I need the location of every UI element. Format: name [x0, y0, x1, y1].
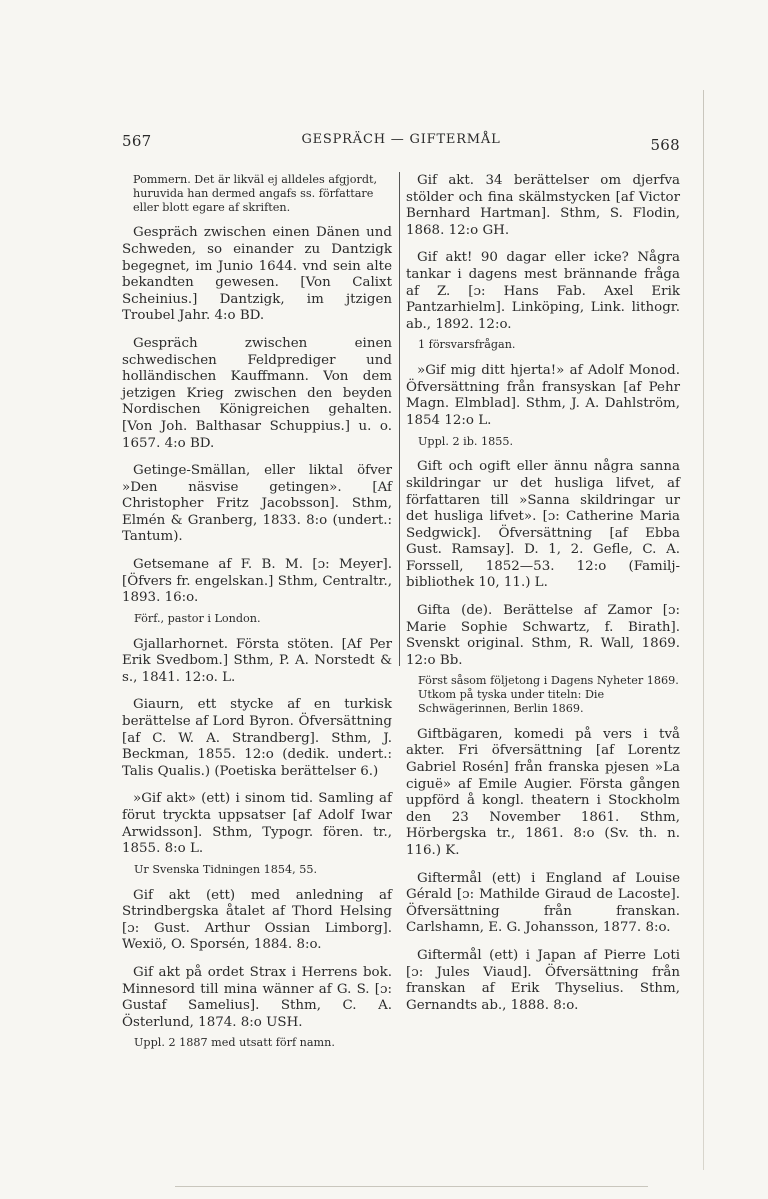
running-title: GESPRÄCH — GIFTERMÅL	[301, 132, 501, 147]
page-number-left: 567	[122, 132, 152, 150]
bibliography-entry: Getsemane af F. B. M. [ɔ: Meyer]. [Öfvers fr. engelskan.] Sthm, Centraltr., 1893. 16:o.	[122, 557, 392, 606]
page-number-right: 568	[650, 136, 680, 154]
bibliography-entry: »Gif mig ditt hjerta!» af Adolf Monod. Öfversättning från fransyskan [af Pehr Magn. Elmblad]. Sthm, J. A. Dahlström, 1854 12:o L.	[406, 363, 680, 428]
bibliography-entry: Gjallarhornet. Första stöten. [Af Per Erik Svedbom.] Sthm, P. A. Norstedt & s., 1841. 12:o. L.	[122, 636, 392, 685]
bibliography-note: Uppl. 2 ib. 1855.	[418, 434, 513, 448]
bibliography-note: 1 försvarsfrågan.	[418, 338, 516, 352]
scan-margin-line	[703, 90, 704, 1170]
bibliography-entry: Gif akt på ordet Strax i Herrens bok. Minnesord till mina wänner af G. S. [ɔ: Gustaf Samelius]. Sthm, C. A. Österlund, 1874. 8:o USH.	[122, 964, 392, 1030]
bibliography-entry: Gif akt (ett) med anledning af Strindbergska åtalet af Thord Helsing [ɔ: Gust. Arthur Ossian Limborg]. Wexiö, O. Sporsén, 1884. 8:o.	[122, 887, 392, 953]
bibliography-entry: Giaurn, ett stycke af en turkisk berättelse af Lord Byron. Öfversättning [af C. W. A. Strandberg]. Sthm, J. Beckman, 1855. 12:o (dedik. undert.: Talis Qualis.) (Poetiska berättelser 6.)	[122, 697, 392, 779]
bibliography-entry: Gespräch zwischen einen Dänen und Schweden, so einander zu Dantzigk begegnet, im Junio 1644. vnd sein alte bekandten gewesen. [Von Calixt Scheinius.] Dantzigk, im jtzigen Troubel Jahr. 4:o BD.	[122, 225, 392, 324]
bibliography-note: Uppl. 2 1887 med utsatt förf namn.	[134, 1036, 335, 1050]
right-column	[406, 173, 680, 1025]
left-column	[122, 173, 392, 1061]
bibliography-entry: Getinge-Smällan, eller liktal öfver »Den näsvise getingen». [Af Christopher Fritz Jacobsson]. Sthm, Elmén & Granberg, 1833. 8:o (undert.: Tantum).	[122, 463, 392, 545]
bibliography-entry: Gift och ogift eller ännu några sanna skildringar ur det husliga lifvet, af författaren till »Sanna skildringar ur det husliga lifvet». [ɔ: Catherine Maria Sedgwick]. Öfversättning [af Ebba Gust. Ramsay]. D. 1, 2. Gefle, C. A. Forssell, 1852—53. 12:o (Familj-bibliothek 10, 11.) L.	[406, 459, 680, 591]
bibliography-entry: Gifta (de). Berättelse af Zamor [ɔ: Marie Sophie Schwartz, f. Birath]. Svenskt original. Sthm, R. Wall, 1869. 12:o Bb.	[406, 603, 680, 668]
bibliography-entry: Giftermål (ett) i Japan af Pierre Loti [ɔ: Jules Viaud]. Öfversättning från franskan af Erik Thyselius. Sthm, Gernandts ab., 1888. 8:o.	[406, 947, 680, 1013]
scan-bottom-line	[175, 1186, 648, 1187]
bibliography-entry: Gif akt! 90 dagar eller icke? Några tankar i dagens mest brännande fråga af Z. [ɔ: Hans Fab. Axel Erik Pantzarhielm]. Linköping, Link. lithogr. ab., 1892. 12:o.	[406, 250, 680, 332]
bibliography-entry: Gespräch zwischen einen schwedischen Feldprediger und holländischen Kauffmann. Von dem jetzigen Krieg zwischen den beyden Nordischen Königreichen gehalten. [Von Joh. Balthasar Schuppius.] u. o. 1657. 4:o BD.	[122, 335, 392, 451]
column-divider	[399, 172, 400, 666]
bibliography-entry: Giftbägaren, komedi på vers i två akter. Fri öfversättning [af Lorentz Gabriel Rosén] från franska pjesen »La ciguë» af Emile Augier. Första gången uppförd å kongl. theatern i Stockholm den 23 November 1861. Sthm, Hörbergska tr., 1861. 8:o (Sv. th. n. 116.) K.	[406, 726, 680, 858]
bibliography-note: Förf., pastor i London.	[134, 611, 261, 625]
bibliography-entry: Giftermål (ett) i England af Louise Gérald [ɔ: Mathilde Giraud de Lacoste]. Öfversättning från franskan. Carlshamn, E. G. Johansson, 1877. 8:o.	[406, 870, 680, 936]
bibliography-entry: Gif akt. 34 berättelser om djerfva stölder och fina skälmstycken [af Victor Bernhard Hartman]. Sthm, S. Flodin, 1868. 12:o GH.	[406, 173, 680, 238]
bibliography-note: Först såsom följetong i Dagens Nyheter 1869. Utkom på tyska under titeln: Die Schwägerinnen, Berlin 1869.	[418, 674, 679, 716]
bibliography-note: Ur Svenska Tidningen 1854, 55.	[134, 862, 317, 876]
page-header	[122, 132, 680, 156]
bibliography-entry: »Gif akt» (ett) i sinom tid. Samling af förut tryckta uppsatser [af Adolf Iwar Arwidsson]. Sthm, Typogr. fören. tr., 1855. 8:o L.	[122, 791, 392, 857]
bibliography-note: Pommern. Det är likväl ej alldeles afgjordt, huruvida han dermed angafs ss. författare eller blott egare af skriften.	[133, 173, 378, 214]
